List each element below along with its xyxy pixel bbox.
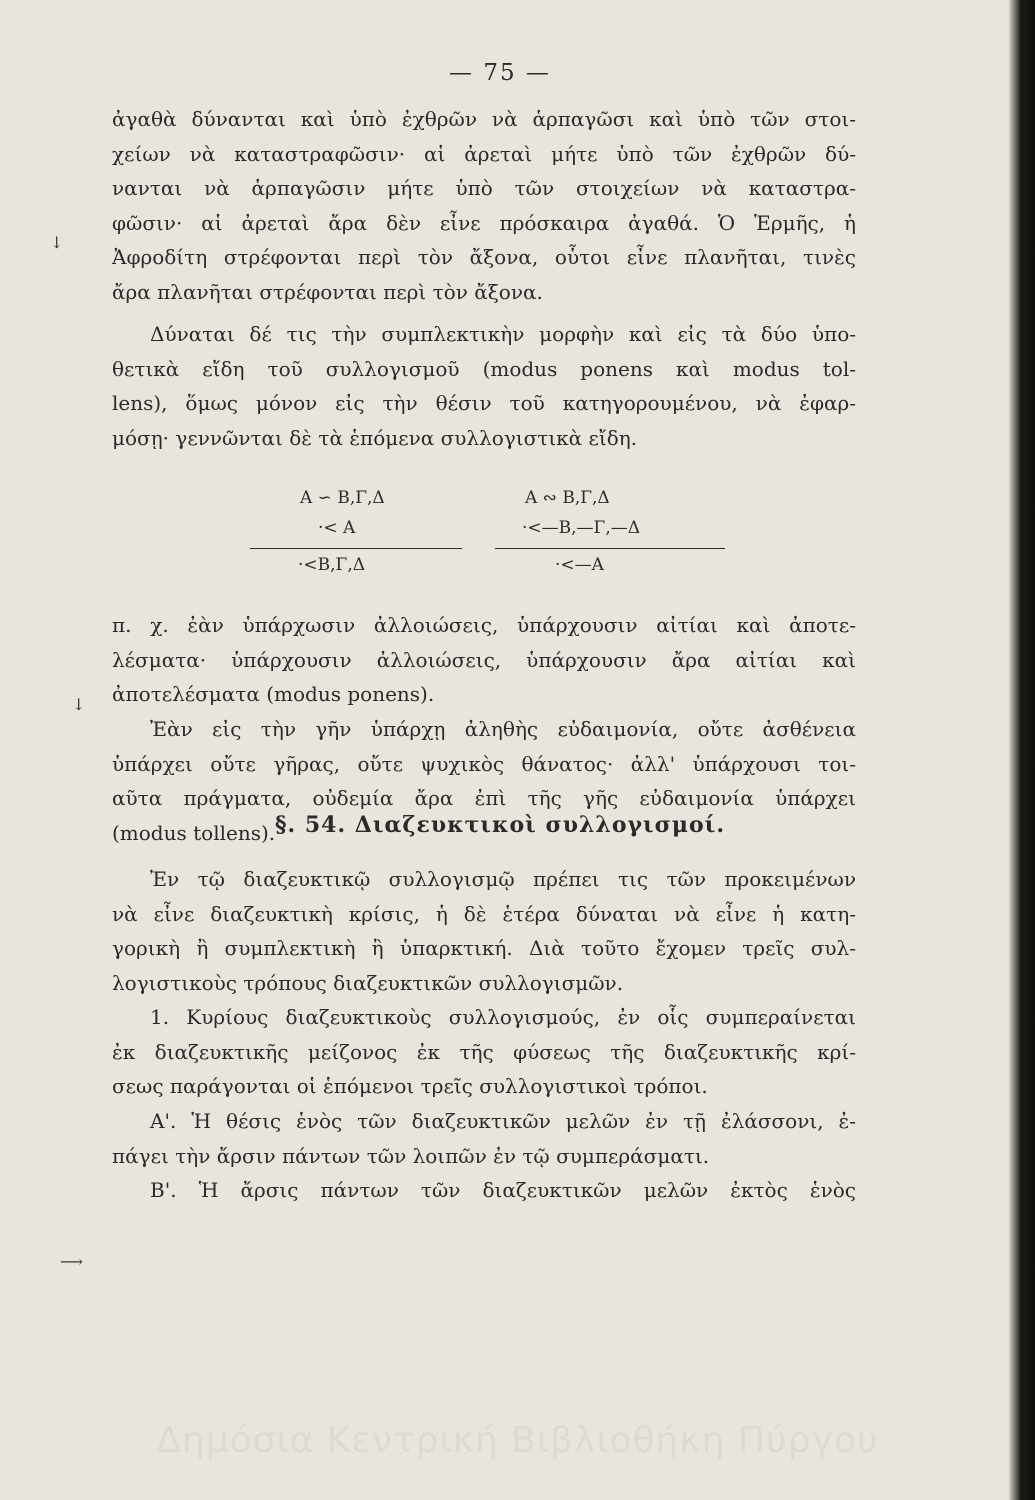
text-line: Δύναται δέ τις τὴν συμπλεκτικὴν μορφὴν καὶ εἰς τὰ δύο ὑπο- bbox=[150, 322, 856, 346]
section-heading: §. 54. Διαζευκτικοὶ συλλογισμοί. bbox=[275, 812, 725, 838]
paragraph-6 bbox=[112, 1000, 856, 1104]
text-line: ἄρα πλανῆται στρέφονται περὶ τὸν ἄξονα. bbox=[112, 279, 543, 304]
left-inference-line bbox=[250, 548, 462, 549]
text-line: λογιστικοὺς τρόπους διαζευκτικῶν συλλογισμῶν. bbox=[112, 970, 624, 995]
paragraph-2 bbox=[112, 317, 856, 455]
text-line: 1. Κυρίους διαζευκτικοὺς συλλογισμούς, ἐν οἷς συμπεραίνεται bbox=[150, 1005, 856, 1029]
margin-mark: ↓ bbox=[50, 233, 64, 252]
text-line: θετικὰ εἴδη τοῦ συλλογισμοῦ (modus ponens καὶ modus tol- bbox=[112, 356, 856, 381]
text-line: χείων νὰ καταστραφῶσιν· αἱ ἀρεταὶ μήτε ὑπὸ τῶν ἐχθρῶν δύ- bbox=[112, 141, 856, 166]
paragraph-5 bbox=[112, 862, 856, 1000]
text-line: φῶσιν· αἱ ἀρεταὶ ἄρα δὲν εἶνε πρόσκαιρα ἀγαθά. Ὁ Ἑρμῆς, ἡ bbox=[112, 210, 856, 235]
right-premise-1: Α ∾ Β,Γ,Δ bbox=[525, 488, 610, 508]
text-line: νὰ εἶνε διαζευκτικὴ κρίσις, ἡ δὲ ἑτέρα δύναται νὰ εἶνε ἡ κατη- bbox=[112, 901, 856, 926]
margin-mark: ↓ bbox=[72, 695, 86, 714]
paragraph-1 bbox=[112, 102, 856, 309]
text-line: Ἐν τῷ διαζευκτικῷ συλλογισμῷ πρέπει τις τῶν προκειμένων bbox=[150, 867, 856, 891]
paragraph-8 bbox=[112, 1173, 856, 1208]
text-line: Β'. Ἡ ἄρσις πάντων τῶν διαζευκτικῶν μελῶν ἐκτὸς ἑνὸς bbox=[150, 1178, 856, 1202]
text-line: λέσματα· ὑπάρχουσιν ἀλλοιώσεις, ὑπάρχουσιν ἄρα αἰτίαι καὶ bbox=[112, 647, 856, 672]
book-spine-shadow bbox=[1009, 0, 1035, 1500]
text-line: νανται νὰ ἁρπαγῶσιν μήτε ὑπὸ τῶν στοιχείων νὰ καταστρα- bbox=[112, 176, 856, 200]
text-line: (modus tollens). bbox=[112, 820, 276, 845]
text-line: Ἐὰν εἰς τὴν γῆν ὑπάρχῃ ἀληθὴς εὐδαιμονία, οὔτε ἀσθένεια bbox=[150, 717, 856, 741]
syllogism-formulas bbox=[250, 488, 750, 598]
text-line: σεως παράγονται οἱ ἑπόμενοι τρεῖς συλλογιστικοὶ τρόποι. bbox=[112, 1074, 708, 1098]
right-conclusion: ·<—Α bbox=[555, 555, 604, 575]
text-line: Ἀφροδίτη στρέφονται περὶ τὸν ἄξονα, οὗτοι εἶνε πλανῆται, τινὲς bbox=[112, 245, 856, 269]
paragraph-7 bbox=[112, 1104, 856, 1173]
page-number: — 75 — bbox=[449, 60, 551, 86]
text-line: ἀγαθὰ δύνανται καὶ ὑπὸ ἐχθρῶν νὰ ἁρπαγῶσι καὶ ὑπὸ τῶν στοι- bbox=[112, 107, 856, 131]
margin-mark: ⟶ bbox=[60, 1252, 83, 1271]
right-premise-2: ·<—Β,—Γ,—Δ bbox=[522, 518, 641, 538]
library-watermark: Δημόσια Κεντρική Βιβλιοθήκη Πύργου bbox=[156, 1420, 879, 1461]
text-line: ἀποτελέσματα (modus ponens). bbox=[112, 682, 435, 706]
left-conclusion: ·<Β,Γ,Δ bbox=[298, 555, 366, 575]
paragraph-3 bbox=[112, 608, 856, 712]
text-line: ἐκ διαζευκτικῆς μείζονος ἐκ τῆς φύσεως τῆς διαζευκτικῆς κρί- bbox=[112, 1039, 856, 1064]
text-line: γορικὴ ἢ συμπλεκτικὴ ἢ ὑπαρκτική. Διὰ τοῦτο ἔχομεν τρεῖς συλ- bbox=[112, 936, 856, 960]
right-inference-line bbox=[495, 548, 725, 549]
text-line: αῦτα πράγματα, οὐδεμία ἄρα ἐπὶ τῆς γῆς εὐδαιμονία ὑπάρχει bbox=[112, 786, 856, 810]
text-line: Α'. Ἡ θέσις ἑνὸς τῶν διαζευκτικῶν μελῶν ἐν τῇ ἐλάσσονι, ἐ- bbox=[150, 1109, 856, 1133]
text-line: lens), ὅμως μόνον εἰς τὴν θέσιν τοῦ κατηγορουμένου, νὰ ἐφαρ- bbox=[112, 391, 856, 415]
text-line: πάγει τὴν ἄρσιν πάντων τῶν λοιπῶν ἐν τῷ συμπεράσματι. bbox=[112, 1143, 710, 1168]
text-line: π. χ. ἐὰν ὑπάρχωσιν ἀλλοιώσεις, ὑπάρχουσιν αἰτίαι καὶ ἀποτε- bbox=[112, 613, 856, 637]
left-premise-2: ·< Α bbox=[318, 518, 356, 538]
text-line: μόσῃ· γεννῶνται δὲ τὰ ἑπόμενα συλλογιστικὰ εἴδη. bbox=[112, 425, 638, 450]
left-premise-1: Α ∽ Β,Γ,Δ bbox=[300, 488, 385, 508]
text-line: ὑπάρχει οὔτε γῆρας, οὔτε ψυχικὸς θάνατος· ἀλλ' ὑπάρχουσι τοι- bbox=[112, 751, 856, 776]
